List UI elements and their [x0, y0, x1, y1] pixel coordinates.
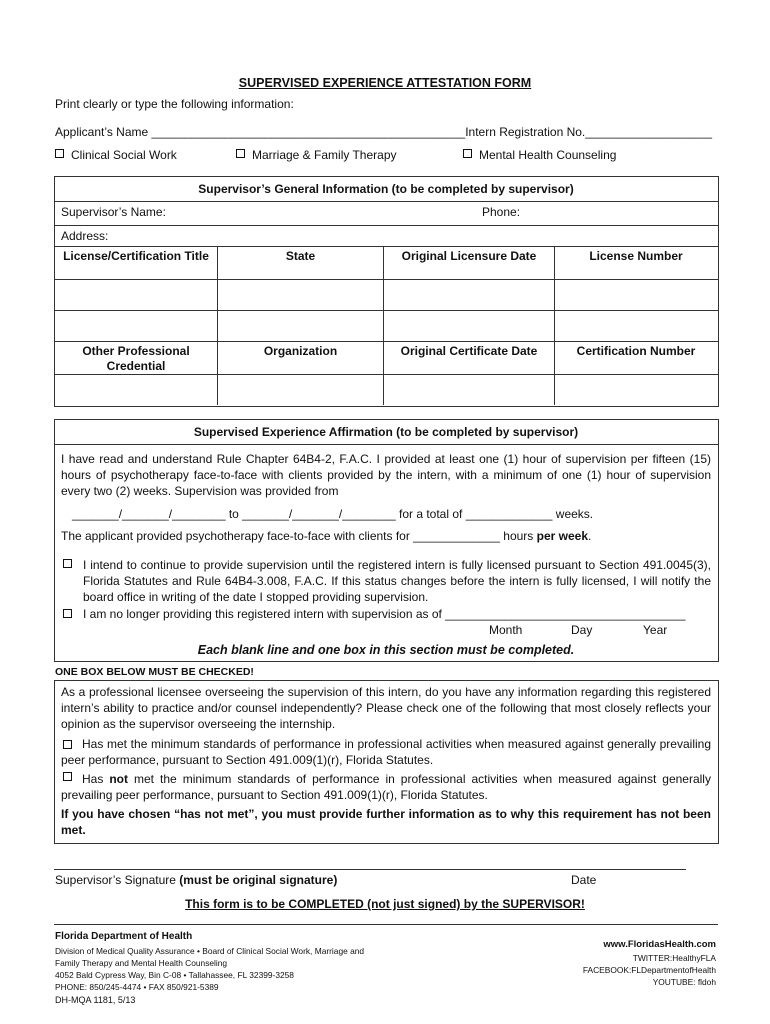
license-title-header: License/Certification Title	[63, 249, 209, 263]
divider	[54, 341, 718, 342]
license-row-2[interactable]	[55, 311, 717, 341]
stop-option-text[interactable]: I am no longer providing this registered intern with supervision as of ____________________________________	[83, 607, 686, 621]
must-check-notice: ONE BOX BELOW MUST BE CHECKED!	[55, 666, 254, 678]
month-label: Month	[489, 623, 523, 637]
specialty-mental-health[interactable]: Mental Health Counseling	[463, 148, 616, 162]
signature-label: Supervisor’s Signature (must be original signature)	[55, 873, 338, 887]
form-title: SUPERVISED EXPERIENCE ATTESTATION FORM	[238, 76, 532, 90]
assessment-question: As a professional licensee overseeing the supervision of this intern, do you have any information regarding this registered intern’s ability to practice and/or counsel independently? Please check one of the following that most closely reflects your opinion as the supervisor overseeing the internship.	[61, 685, 711, 731]
checkbox-icon[interactable]	[463, 149, 472, 158]
instructions: Print clearly or type the following information:	[55, 97, 294, 111]
website-link[interactable]: www.FloridasHealth.com	[603, 939, 716, 950]
form-id: DH-MQA 1181, 5/13	[55, 995, 136, 1005]
applicant-name-field[interactable]: _______________________________________________	[151, 125, 466, 139]
supervisor-name-label: Supervisor’s Name:	[61, 205, 166, 219]
footer-divider	[54, 924, 718, 925]
phone-label: Phone:	[482, 205, 521, 219]
footer-line-1: Division of Medical Quality Assurance • Board of Clinical Social Work, Marriage and	[55, 946, 365, 956]
option-has-met: Has met the minimum standards of performance in professional activities when measured against generally prevailing peer performance, pursuant to Section 491.009(1)(r), Florida Statutes.	[61, 737, 711, 767]
requirement-note: Each blank line and one box in this section must be completed.	[197, 643, 575, 657]
organization-header: Organization	[263, 344, 338, 358]
facebook-link[interactable]: FACEBOOK:FLDepartmentofHealth	[582, 965, 716, 975]
registration-field[interactable]: ___________________	[585, 125, 713, 139]
license-number-header: License Number	[589, 249, 683, 263]
footer-org: Florida Department of Health	[55, 931, 193, 942]
address-label: Address:	[61, 229, 109, 243]
checkbox-icon[interactable]	[63, 609, 72, 618]
divider	[54, 201, 718, 202]
credential-header: Other Professional Credential	[82, 344, 190, 373]
footer-line-4: PHONE: 850/245-4474 • FAX 850/921-5389	[55, 982, 219, 992]
divider	[54, 444, 718, 445]
not-met-warning: If you have chosen “has not met”, you must provide further information as to why this requirement has not been met.	[61, 807, 711, 837]
footer-line-2: Family Therapy and Mental Health Counseling	[55, 958, 228, 968]
continue-option-text: I intend to continue to provide supervision until the registered intern is fully licensed pursuant to Section 491.0045(3), Florida Statutes and Rule 64B4-3.008, F.A.C. If this status changes before the intern is fully licensed, I will notify the board office in writing of the date I stopped providing supervision.	[83, 558, 711, 604]
supervision-dates-line[interactable]: _______/_______/________ to _______/_______/________ for a total of _____________ weeks.	[72, 507, 594, 521]
credential-row-1[interactable]	[55, 375, 717, 405]
checkbox-icon[interactable]	[63, 559, 72, 568]
signature-line[interactable]	[54, 869, 686, 870]
registration-label: Intern Registration No.	[465, 125, 586, 139]
hours-line[interactable]: The applicant provided psychotherapy face-to-face with clients for _____________ hours per week.	[61, 529, 592, 543]
divider	[54, 225, 718, 226]
checkbox-icon[interactable]	[236, 149, 245, 158]
applicant-name-label: Applicant’s Name	[55, 125, 149, 139]
specialty-marriage[interactable]: Marriage & Family Therapy	[236, 148, 397, 162]
applicant-name-row	[55, 125, 712, 139]
day-label: Day	[571, 623, 593, 637]
checkbox-stop[interactable]	[63, 608, 79, 622]
completion-note: This form is to be COMPLETED (not just signed) by the SUPERVISOR!	[185, 897, 585, 911]
date-label: Date	[571, 873, 597, 887]
state-header: State	[285, 249, 316, 263]
year-label: Year	[643, 623, 668, 637]
option-has-not-met: Has not met the minimum standards of performance in professional activities when measured against generally prevailing peer performance, pursuant to Section 491.009(1)(r), Florida Statutes.	[61, 772, 711, 802]
footer-line-3: 4052 Bald Cypress Way, Bin C-08 • Tallahassee, FL 32399-3258	[55, 970, 294, 980]
checkbox-continue[interactable]	[63, 558, 79, 572]
general-info-heading: Supervisor’s General Information (to be completed by supervisor)	[198, 182, 574, 196]
certification-number-header: Certification Number	[576, 344, 696, 358]
specialty-clinical[interactable]: Clinical Social Work	[55, 148, 177, 162]
youtube-link[interactable]: YOUTUBE: fldoh	[652, 977, 716, 987]
license-row-1[interactable]	[55, 280, 717, 310]
affirmation-statement: I have read and understand Rule Chapter 64B4-2, F.A.C. I provided at least one (1) hour of supervision per fifteen (15) hours of psychotherapy face-to-face with clients provided by the intern, with a minimum of one (1) hour of supervision every two (2) weeks. Supervision was provided from	[61, 452, 711, 498]
affirmation-heading: Supervised Experience Affirmation (to be completed by supervisor)	[193, 425, 579, 439]
certificate-date-header: Original Certificate Date	[400, 344, 538, 358]
checkbox-icon[interactable]	[55, 149, 64, 158]
divider	[54, 246, 718, 247]
licensure-date-header: Original Licensure Date	[401, 249, 537, 263]
twitter-link[interactable]: TWITTER:HealthyFLA	[632, 953, 716, 963]
